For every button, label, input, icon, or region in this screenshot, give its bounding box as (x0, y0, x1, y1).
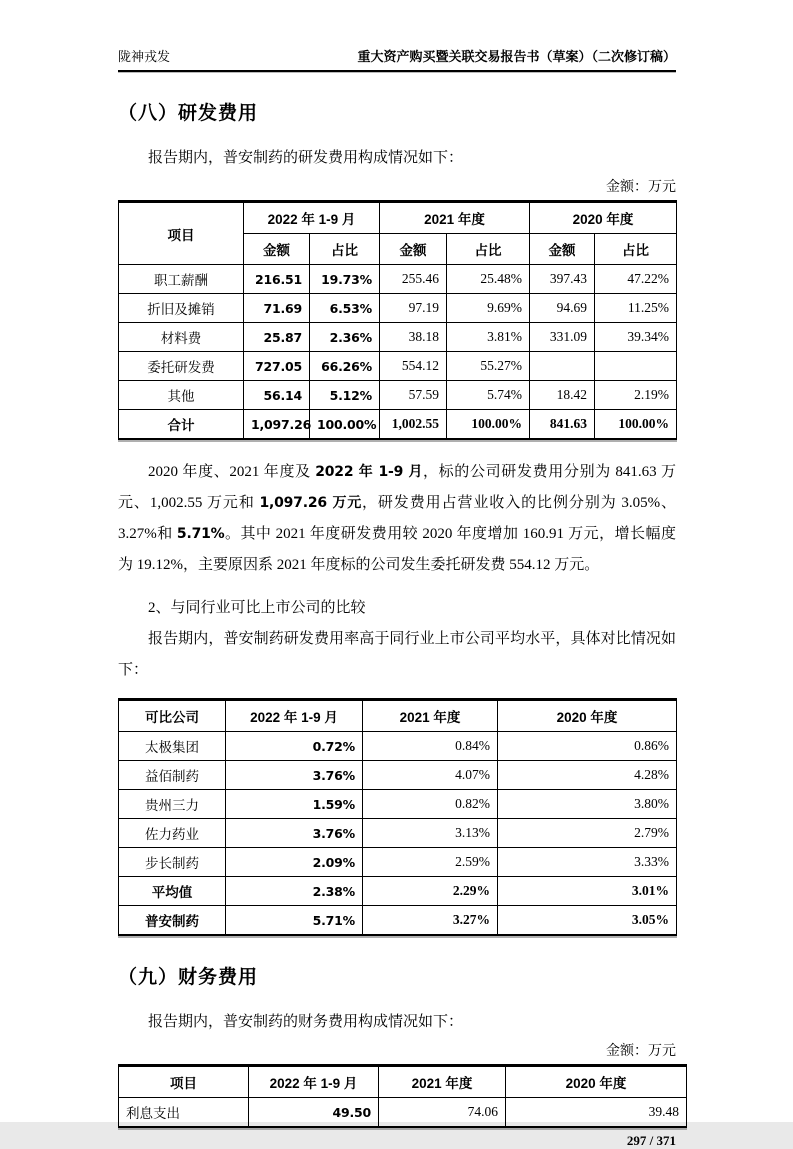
table-cell: 3.80% (498, 790, 677, 819)
table-cell: 1,097.26 (244, 410, 310, 440)
table-cell: 0.84% (363, 732, 498, 761)
table-cell: 折旧及摊销 (119, 294, 244, 323)
table-cell: 3.76% (226, 819, 363, 848)
table-cell: 3.27% (363, 906, 498, 936)
table-cell: 1.59% (226, 790, 363, 819)
table-cell: 太极集团 (119, 732, 226, 761)
table-cell: 100.00% (595, 410, 677, 440)
table-cell: 2.19% (595, 381, 677, 410)
table-cell: 2.79% (498, 819, 677, 848)
table-row (119, 906, 677, 936)
table-header-cell: 2021 年度 (379, 1066, 506, 1098)
table-header-cell: 2020 年度 (498, 700, 677, 732)
body-text: 2020 年度、2021 年度及 (148, 464, 316, 480)
table-row (119, 265, 677, 294)
table-cell: 职工薪酬 (119, 265, 244, 294)
fin-unit-label: 金额：万元 (606, 1044, 676, 1059)
table-cell: 步长制药 (119, 848, 226, 877)
table-cell: 19.73% (310, 265, 380, 294)
table-row (119, 323, 677, 352)
table-header-cell: 2020 年度 (530, 202, 677, 234)
table-cell: 94.69 (530, 294, 595, 323)
table-cell: 平均值 (119, 877, 226, 906)
body-text: ，标的公司研发费用分别为 841.63 万元、1,002.55 万元和 (118, 464, 676, 511)
table-cell: 贵州三力 (119, 790, 226, 819)
table-cell: 47.22% (595, 265, 677, 294)
table-row (119, 410, 677, 440)
table-cell: 6.53% (310, 294, 380, 323)
rd-unit-label: 金额：万元 (606, 180, 676, 195)
table-cell: 25.87 (244, 323, 310, 352)
finance-expense-table (118, 1064, 687, 1128)
rd-expense-table (118, 200, 677, 440)
table-cell: 49.50 (249, 1098, 379, 1128)
table-cell: 0.86% (498, 732, 677, 761)
table-header-cell: 2022 年 1-9 月 (226, 700, 363, 732)
table-cell: 3.01% (498, 877, 677, 906)
table-cell: 9.69% (447, 294, 530, 323)
table-header-cell: 项目 (119, 1066, 249, 1098)
table-cell: 益佰制药 (119, 761, 226, 790)
table-cell: 佐力药业 (119, 819, 226, 848)
section-fin-intro: 报告期内，普安制药的财务费用构成情况如下： (148, 1014, 464, 1030)
section-fin-title: （九）财务费用 (118, 967, 259, 988)
table-cell: 2.29% (363, 877, 498, 906)
header-company-name: 陇神戎发 (118, 49, 171, 64)
header-report-title: 重大资产购买暨关联交易报告书（草案）（二次修订稿） (357, 49, 676, 64)
table-cell: 11.25% (595, 294, 677, 323)
table-header-cell: 金额 (380, 234, 447, 265)
table-cell: 4.07% (363, 761, 498, 790)
table-cell: 3.33% (498, 848, 677, 877)
compare-subsection-heading: 2、与同行业可比上市公司的比较 (148, 600, 366, 616)
table-cell: 3.81% (447, 323, 530, 352)
table-header-row (119, 700, 677, 732)
table-cell: 材料费 (119, 323, 244, 352)
table-cell: 55.27% (447, 352, 530, 381)
table-row (119, 877, 677, 906)
table-cell: 97.19 (380, 294, 447, 323)
table-cell: 66.26% (310, 352, 380, 381)
table-cell: 利息支出 (119, 1098, 249, 1128)
table-row (119, 381, 677, 410)
table-cell: 1,002.55 (380, 410, 447, 440)
table-cell: 71.69 (244, 294, 310, 323)
page-header (118, 46, 676, 72)
table-header-cell: 项目 (119, 202, 244, 265)
table-cell: 3.05% (498, 906, 677, 936)
table-cell: 57.59 (380, 381, 447, 410)
section-rd-title: （八）研发费用 (118, 103, 259, 124)
table-header-cell: 金额 (530, 234, 595, 265)
table-cell: 331.09 (530, 323, 595, 352)
table-row (119, 352, 677, 381)
table-cell: 841.63 (530, 410, 595, 440)
body-text: ，研发费用占营业收入的比例分别为 3.05%、3.27%和 (118, 495, 676, 542)
table-header-cell: 金额 (244, 234, 310, 265)
table-header-cell: 占比 (447, 234, 530, 265)
table-cell: 2.38% (226, 877, 363, 906)
table-cell (595, 352, 677, 381)
table-header-cell: 2022 年 1-9 月 (244, 202, 380, 234)
table-header-row (119, 202, 677, 234)
table-cell: 2.59% (363, 848, 498, 877)
table-cell: 2.36% (310, 323, 380, 352)
table-header-cell: 2022 年 1-9 月 (249, 1066, 379, 1098)
table-cell: 0.72% (226, 732, 363, 761)
table-cell: 其他 (119, 381, 244, 410)
table-cell: 25.48% (447, 265, 530, 294)
table-header-cell: 2021 年度 (363, 700, 498, 732)
table-cell: 18.42 (530, 381, 595, 410)
table-cell: 合计 (119, 410, 244, 440)
table-cell: 3.13% (363, 819, 498, 848)
table-cell: 2.09% (226, 848, 363, 877)
compare-table (118, 698, 677, 936)
table-cell: 100.00% (310, 410, 380, 440)
table-row (119, 848, 677, 877)
table-row (119, 732, 677, 761)
table-cell: 100.00% (447, 410, 530, 440)
table-cell: 74.06 (379, 1098, 506, 1128)
section-rd-intro: 报告期内，普安制药的研发费用构成情况如下： (148, 150, 464, 166)
table-cell: 255.46 (380, 265, 447, 294)
emphasized-text: 1,097.26 万元 (259, 495, 362, 511)
table-cell: 56.14 (244, 381, 310, 410)
table-cell: 5.71% (226, 906, 363, 936)
table-header-cell: 2020 年度 (506, 1066, 687, 1098)
table-cell: 727.05 (244, 352, 310, 381)
table-cell: 554.12 (380, 352, 447, 381)
table-cell: 3.76% (226, 761, 363, 790)
table-cell: 普安制药 (119, 906, 226, 936)
rd-summary-paragraph (118, 457, 676, 581)
table-cell: 39.48 (506, 1098, 687, 1128)
table-cell: 委托研发费 (119, 352, 244, 381)
compare-intro-paragraph: 报告期内，普安制药研发费用率高于同行业上市公司平均水平，具体对比情况如下： (118, 631, 676, 678)
table-cell: 216.51 (244, 265, 310, 294)
table-cell (530, 352, 595, 381)
table-row (119, 1098, 687, 1128)
table-header-cell: 可比公司 (119, 700, 226, 732)
table-cell: 39.34% (595, 323, 677, 352)
table-row (119, 819, 677, 848)
page-number: 297 / 371 (626, 1133, 676, 1148)
body-text: 。其中 2021 年度研发费用较 2020 年度增加 160.91 万元，增长幅度为 19.12%，主要原因系 2021 年度标的公司发生委托研发费 554.12 万元。 (118, 526, 676, 573)
table-header-row (119, 1066, 687, 1098)
table-header-cell: 2021 年度 (380, 202, 530, 234)
table-cell: 5.12% (310, 381, 380, 410)
table-cell: 38.18 (380, 323, 447, 352)
table-cell: 5.74% (447, 381, 530, 410)
emphasized-text: 2022 年 1-9 月 (315, 464, 423, 480)
table-cell: 4.28% (498, 761, 677, 790)
table-row (119, 790, 677, 819)
table-row (119, 761, 677, 790)
table-row (119, 294, 677, 323)
table-cell: 397.43 (530, 265, 595, 294)
table-cell: 0.82% (363, 790, 498, 819)
emphasized-text: 5.71% (176, 526, 225, 542)
table-header-cell: 占比 (310, 234, 380, 265)
table-header-cell: 占比 (595, 234, 677, 265)
